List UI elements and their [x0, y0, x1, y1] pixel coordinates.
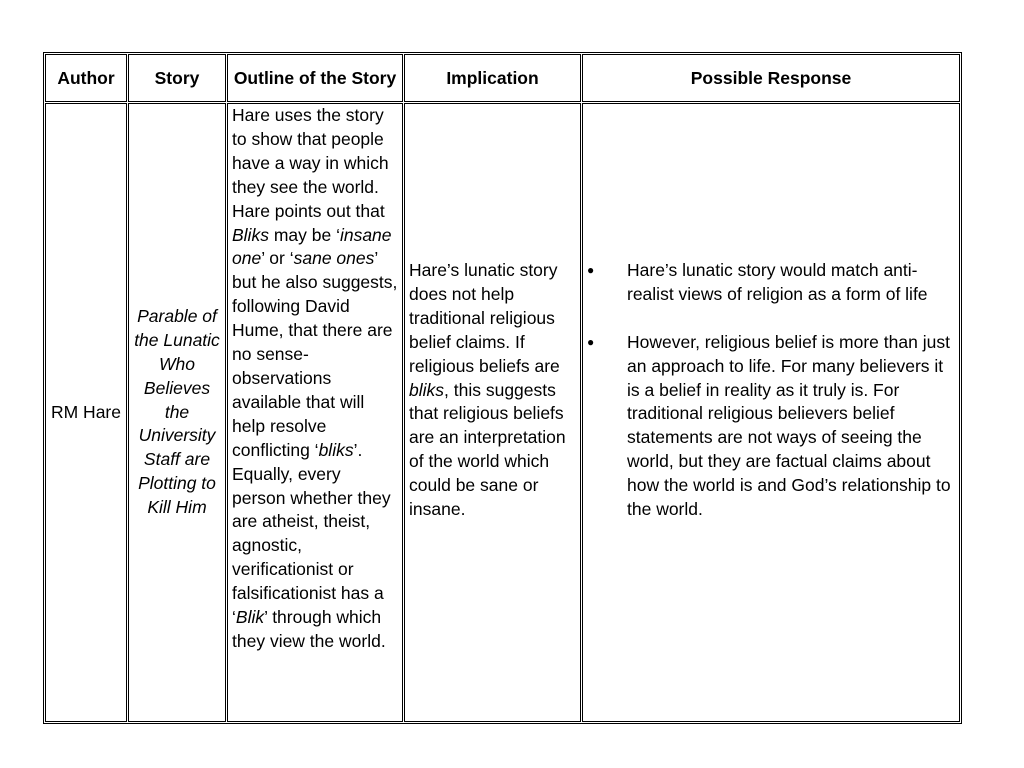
- header-outline: Outline of the Story: [227, 54, 403, 102]
- response-point-2: However, religious belief is more than just an approach to life. For many believers it is a belief in reality as it truly is. For traditional religious believers belief statements are not ways of seeing the world, but they are factual claims about how the world is and God’s relationship to the world.: [627, 331, 951, 520]
- bullet-icon: ●: [587, 263, 595, 277]
- response-cell: [582, 103, 960, 722]
- bullet-icon: ●: [587, 334, 595, 349]
- author-cell: [45, 103, 127, 722]
- header-story: Story: [128, 54, 226, 102]
- response-point-1: Hare’s lunatic story would match anti-realist views of religion as a form of life: [627, 260, 928, 304]
- outline-cell: [227, 103, 403, 722]
- implication-text-2: , this suggests that religious beliefs are an interpretation of the world which could be sane or insane.: [409, 379, 566, 520]
- header-author: Author: [45, 54, 127, 102]
- outline-blik-term: Blik: [235, 607, 265, 628]
- header-row: [45, 54, 960, 102]
- outline-text-6: ’ through which they view the world.: [232, 607, 386, 651]
- implication-text-1: Hare’s lunatic story does not help traditional religious belief claims. If religious beliefs are: [409, 260, 560, 376]
- outline-text-3: ’ or ‘: [261, 248, 294, 269]
- outline-insane-term: insane one: [232, 224, 392, 269]
- table-row: [45, 103, 960, 722]
- header-implication: Implication: [404, 54, 581, 102]
- list-item: [585, 331, 953, 522]
- outline-text-2: may be ‘: [268, 224, 340, 245]
- implication-bliks-term: bliks: [409, 379, 445, 400]
- comparison-table: [43, 52, 962, 724]
- outline-text-4: ’ but he also suggests, following David Hume, that there are no sense-observations available that will help resolve conflicting ‘: [232, 248, 398, 460]
- author-name: RM Hare: [50, 401, 121, 422]
- response-list: [585, 259, 953, 522]
- story-title: Parable of the Lunatic Who Believes the University Staff are Plotting to Kill Him: [134, 305, 220, 518]
- implication-cell: [404, 103, 581, 722]
- outline-bliks-term: Bliks: [232, 224, 269, 245]
- outline-text-1: Hare uses the story to show that people have a way in which they see the world. Hare points out that: [232, 105, 389, 221]
- story-cell: [128, 103, 226, 722]
- header-response: Possible Response: [582, 54, 960, 102]
- outline-bliks-term-2: bliks: [318, 439, 354, 460]
- outline-sane-term: sane ones: [293, 248, 375, 269]
- list-item: [585, 259, 953, 307]
- outline-text-5: ’. Equally, every person whether they are atheist, theist, agnostic, verificationist or falsificationist has a ‘: [232, 439, 391, 628]
